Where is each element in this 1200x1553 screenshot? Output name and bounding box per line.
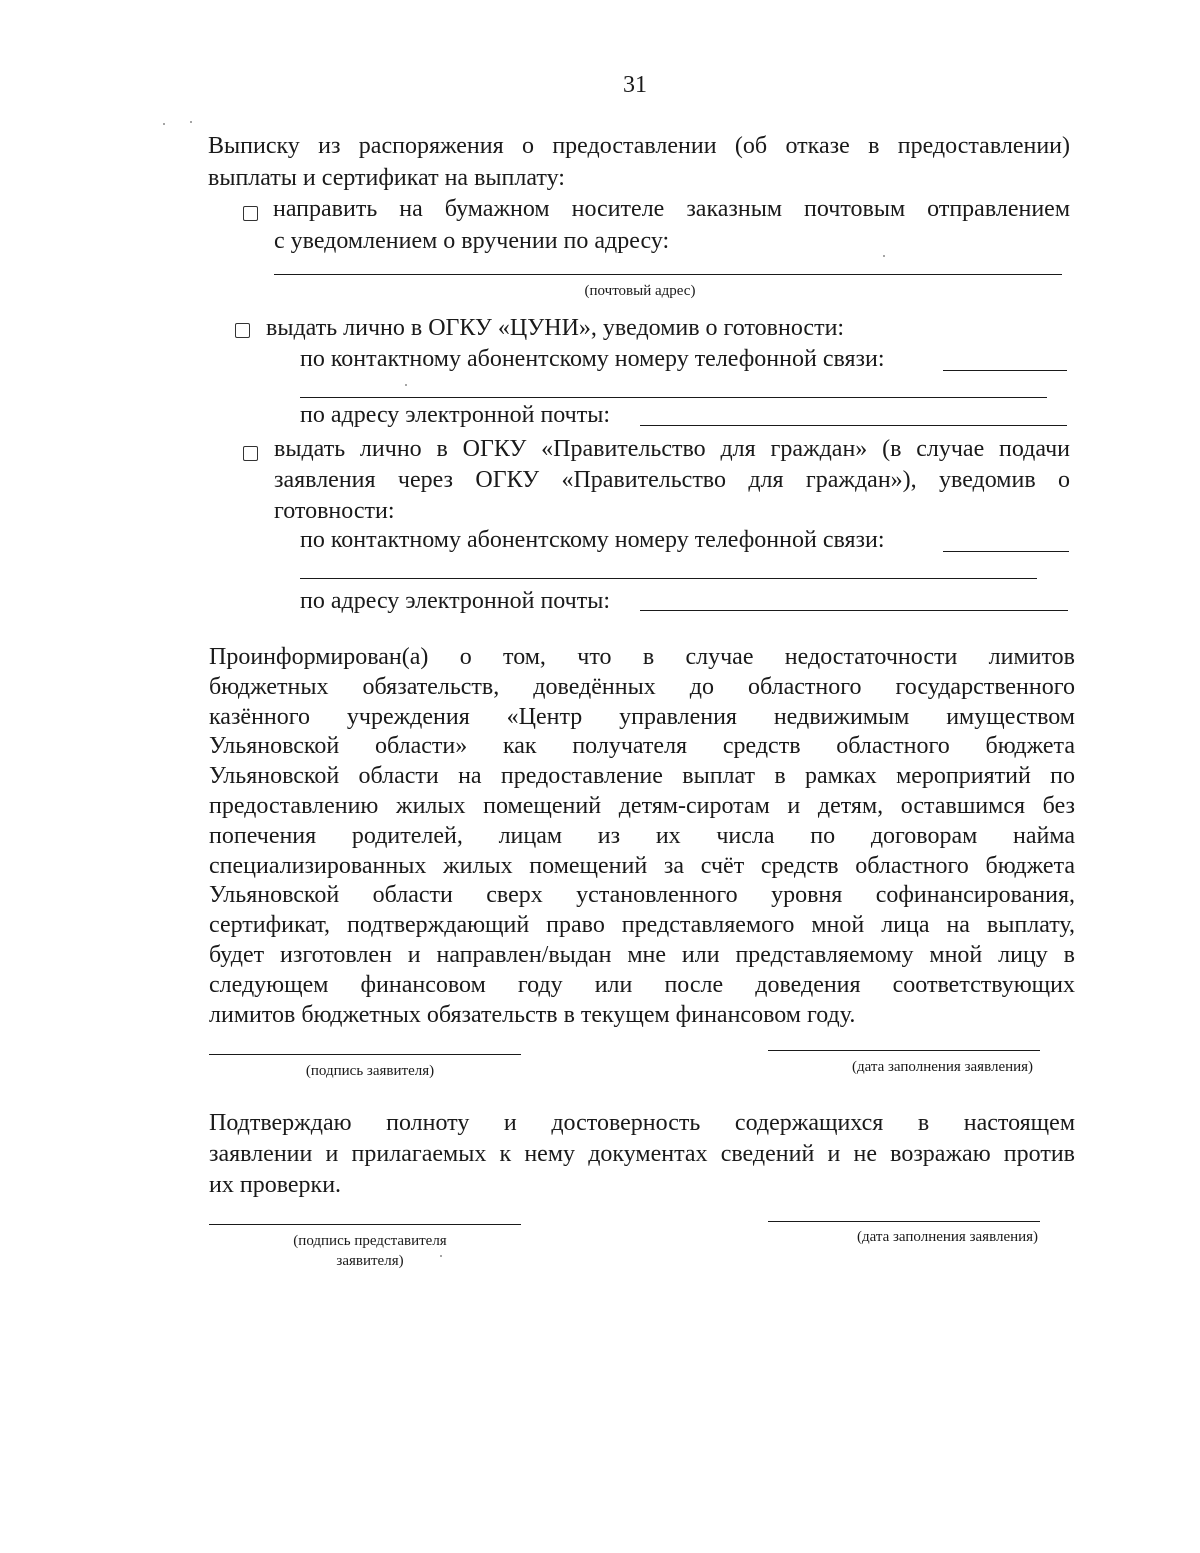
postal-address-caption: (почтовый адрес) [584,283,696,299]
informed-line: Проинформирован(а) о том, что в случае недостаточности лимитов [209,644,1075,670]
cuni-email-field[interactable] [640,425,1067,426]
application-date-field-2[interactable] [768,1221,1040,1222]
informed-line: попечения родителей, лицам из их числа по договорам найма [209,822,1075,849]
mail-option-line-1: направить на бумажном носителе заказным почтовым отправлением [273,196,1070,222]
cuni-option-checkbox[interactable] [235,323,250,338]
cuni-email-label: по адресу электронной почты: [300,402,611,428]
intro-line-1: Выписку из распоряжения о предоставлении (об отказе в предоставлении) [208,133,1070,159]
postal-address-field[interactable] [274,274,1062,275]
application-date-caption-1: (дата заполнения заявления) [851,1059,1034,1075]
gov-option-checkbox[interactable] [243,446,258,461]
informed-line: будет изготовлен и направлен/выдан мне или представляемому мной лицу в [209,942,1075,968]
scan-speck [190,121,192,123]
informed-line: предоставлению жилых помещений детям-сиротам и детям, оставшимся без [209,793,1075,819]
mail-option-checkbox[interactable] [243,206,258,221]
applicant-signature-caption: (подпись заявителя) [305,1063,435,1079]
gov-option-line-3: готовности: [274,498,395,524]
applicant-signature-field[interactable] [209,1054,521,1055]
gov-option-line-1: выдать лично в ОГКУ «Правительство для граждан» (в случае подачи [274,436,1070,462]
cuni-phone-field-continued[interactable] [300,397,1047,398]
informed-line: следующем финансовом году или после доведения соответствующих [209,971,1075,998]
representative-signature-field[interactable] [209,1224,521,1225]
scan-speck [440,1255,442,1257]
page-number: 31 [623,72,647,98]
confirm-line: их проверки. [209,1172,342,1198]
cuni-phone-label: по контактному абонентскому номеру телефонной связи: [300,346,885,372]
informed-line: Ульяновской области» как получателя средств областного бюджета [209,733,1075,760]
application-date-field-1[interactable] [768,1050,1040,1051]
gov-email-label: по адресу электронной почты: [300,588,611,614]
representative-signature-caption-line-2: заявителя) [336,1253,404,1269]
intro-line-2: выплаты и сертификат на выплату: [208,165,565,191]
representative-signature-caption-line-1: (подпись представителя [293,1233,447,1249]
informed-line: Ульяновской области на предоставление выплат в рамках мероприятий по [209,763,1075,790]
gov-option-line-2: заявления через ОГКУ «Правительство для граждан»), уведомив о [274,467,1070,493]
application-date-caption-2: (дата заполнения заявления) [856,1229,1039,1245]
gov-phone-field-continued[interactable] [300,578,1037,579]
scan-speck [163,123,165,125]
cuni-option-line-1: выдать лично в ОГКУ «ЦУНИ», уведомив о готовности: [266,315,845,341]
scan-speck [405,384,407,386]
confirm-line: заявлении и прилагаемых к нему документах сведений и не возражаю против [209,1141,1075,1167]
gov-phone-label: по контактному абонентскому номеру телефонной связи: [300,527,885,553]
informed-line: Ульяновской области сверх установленного уровня софинансирования, [209,882,1075,909]
mail-option-line-2: с уведомлением о вручении по адресу: [274,228,670,254]
confirm-line: Подтверждаю полноту и достоверность содержащихся в настоящем [209,1110,1075,1136]
informed-line: казённого учреждения «Центр управления недвижимым имуществом [209,703,1075,730]
informed-line: специализированных жилых помещений за счёт средств областного бюджета [209,852,1075,879]
informed-line: бюджетных обязательств, доведённых до областного государственного [209,673,1075,700]
informed-line: лимитов бюджетных обязательств в текущем финансовом году. [209,1001,856,1028]
cuni-phone-field[interactable] [943,370,1067,371]
gov-email-field[interactable] [640,610,1068,611]
informed-line: сертификат, подтверждающий право представляемого мной лица на выплату, [209,912,1075,939]
scan-speck [883,255,885,257]
gov-phone-field[interactable] [943,551,1069,552]
